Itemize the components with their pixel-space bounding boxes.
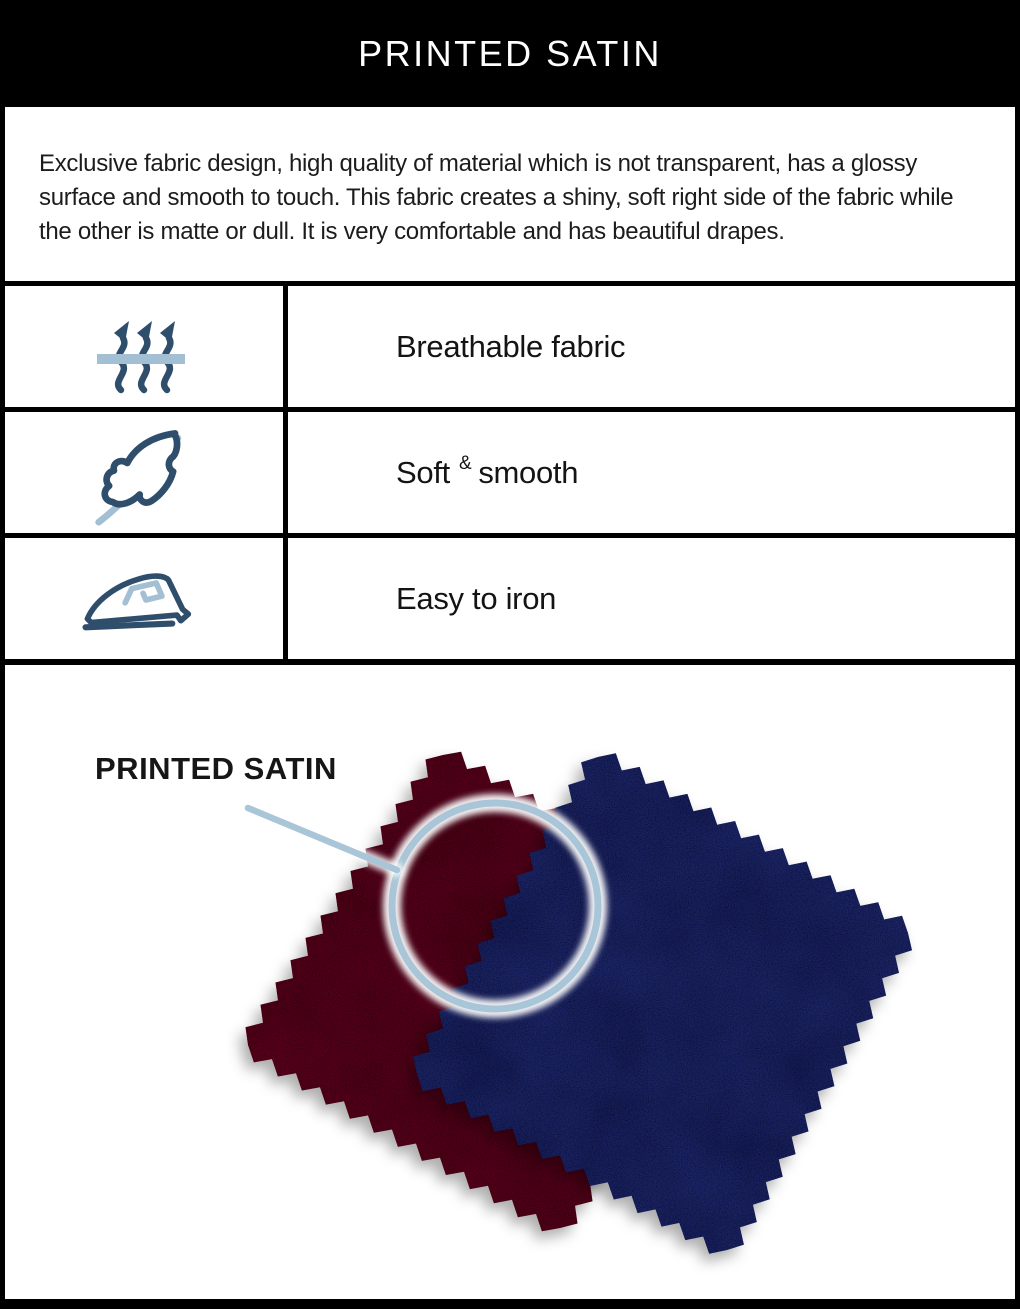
feather-icon <box>5 412 288 533</box>
fabric-description: Exclusive fabric design, high quality of material which is not transparent, has a glossy surface and smooth to touch. This fabric creates a shiny, soft right side of the fabric while the other is matte or dull. It is very comfortable and has beautiful drapes. <box>39 150 954 245</box>
feature-table <box>5 281 1015 659</box>
iron-icon <box>5 538 288 659</box>
breathability-arrows-icon <box>5 286 288 407</box>
feature-label: Breathable fabric <box>396 328 626 364</box>
leader-line <box>248 808 397 870</box>
page-title: PRINTED SATIN <box>358 32 662 74</box>
feature-label: Soft & smooth <box>396 452 579 490</box>
header-bar <box>5 0 1015 107</box>
feature-row-iron <box>5 533 1015 659</box>
ampersand: & <box>458 452 472 474</box>
feature-label: Easy to iron <box>396 580 557 616</box>
fabric-sample-section <box>5 659 1015 1299</box>
swatch-label: PRINTED SATIN <box>95 751 337 786</box>
feature-row-soft <box>5 407 1015 533</box>
feature-row-breathable <box>5 281 1015 407</box>
